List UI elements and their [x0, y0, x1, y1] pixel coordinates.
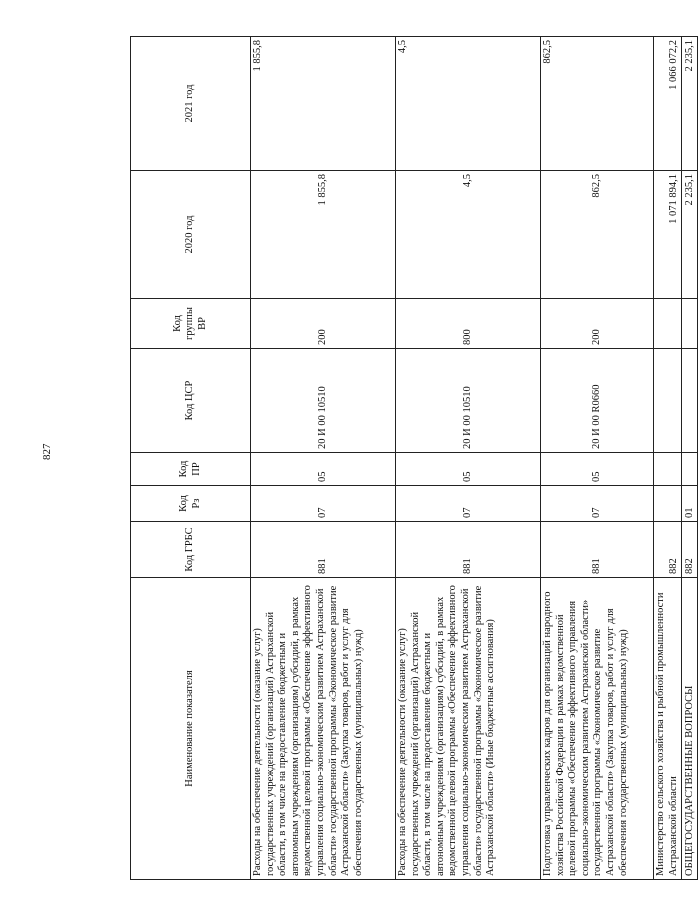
- row-grbs: 881: [541, 522, 654, 578]
- header-grbs: Код ГРБС: [131, 522, 251, 578]
- budget-table: [130, 36, 698, 880]
- table-row: [396, 37, 541, 880]
- header-2020: 2020 год: [131, 171, 251, 299]
- row-2021: 4,5: [396, 37, 541, 171]
- row-csr: [682, 349, 698, 453]
- budget-table-frame: [130, 37, 695, 880]
- row-2020: 1 855,8: [251, 171, 396, 299]
- row-pr: 05: [541, 453, 654, 486]
- row-pr: [654, 453, 682, 486]
- row-name: ОБЩЕГОСУДАРСТВЕННЫЕ ВОПРОСЫ: [682, 578, 698, 880]
- row-2020: 862,5: [541, 171, 654, 299]
- header-2021: 2021 год: [131, 37, 251, 171]
- row-name: Подготовка управленческих кадров для организаций народного хозяйства Российской Федерации в рамках ведомственной целевой программы «Обеспечение эффективного управления социально-экономическим развитием Астраханской области» государственной программы «Экономическое развитие Астраханской области» (Закупка товаров, работ и услуг для обеспечения государственных (муниципальных) нужд): [541, 578, 654, 880]
- row-vr: [654, 299, 682, 349]
- row-name: Расходы на обеспечение деятельности (оказание услуг) государственных учреждений (организаций) Астраханской области, в том числе на предоставление бюджетным и автономным учреждениям (организациям) субсидий, в рамках ведомственной целевой программы «Обеспечение эффективного управления социально-экономическим развитием Астраханской области» государственной программы «Экономическое развитие Астраханской области» (Иные бюджетные ассигнования): [396, 578, 541, 880]
- row-rz: 01: [682, 486, 698, 522]
- table-row: [682, 37, 698, 880]
- row-csr: 20 И 00 R0660: [541, 349, 654, 453]
- row-rz: 07: [396, 486, 541, 522]
- header-name: Наименование показателя: [131, 578, 251, 880]
- table-row: [251, 37, 396, 880]
- table-row: [541, 37, 654, 880]
- table-header-row: [131, 37, 251, 880]
- table-row: [654, 37, 682, 880]
- row-2021: 2 235,1: [682, 37, 698, 171]
- row-vr: [682, 299, 698, 349]
- row-rz: [654, 486, 682, 522]
- row-vr: 800: [396, 299, 541, 349]
- row-vr: 200: [541, 299, 654, 349]
- row-vr: 200: [251, 299, 396, 349]
- row-2020: 2 235,1: [682, 171, 698, 299]
- row-2021: 1 855,8: [251, 37, 396, 171]
- header-pr: Код ПР: [131, 453, 251, 486]
- row-rz: 07: [541, 486, 654, 522]
- row-grbs: 882: [682, 522, 698, 578]
- row-2020: 4,5: [396, 171, 541, 299]
- row-csr: 20 И 00 10510: [251, 349, 396, 453]
- header-rz: Код Рз: [131, 486, 251, 522]
- row-name: Расходы на обеспечение деятельности (оказание услуг) государственных учреждений (организаций) Астраханской области, в том числе на предоставление бюджетным и автономным учреждениям (организациям) субсидий, в рамках ведомственной целевой программы «Обеспечение эффективного управления социально-экономическим развитием Астраханской области» государственной программы «Экономическое развитие Астраханской области» (Закупка товаров, работ и услуг для обеспечения государственных (муниципальных) нужд): [251, 578, 396, 880]
- header-vr: Код группы ВР: [131, 299, 251, 349]
- row-pr: 05: [396, 453, 541, 486]
- header-csr: Код ЦСР: [131, 349, 251, 453]
- row-grbs: 881: [251, 522, 396, 578]
- row-2020: 1 071 894,1: [654, 171, 682, 299]
- row-2021: 1 066 072,2: [654, 37, 682, 171]
- row-csr: [654, 349, 682, 453]
- row-2021: 862,5: [541, 37, 654, 171]
- row-grbs: 882: [654, 522, 682, 578]
- row-pr: [682, 453, 698, 486]
- row-name: Министерство сельского хозяйства и рыбной промышленности Астраханской области: [654, 578, 682, 880]
- row-rz: 07: [251, 486, 396, 522]
- row-grbs: 881: [396, 522, 541, 578]
- row-pr: 05: [251, 453, 396, 486]
- page-number: 827: [41, 443, 53, 460]
- row-csr: 20 И 00 10510: [396, 349, 541, 453]
